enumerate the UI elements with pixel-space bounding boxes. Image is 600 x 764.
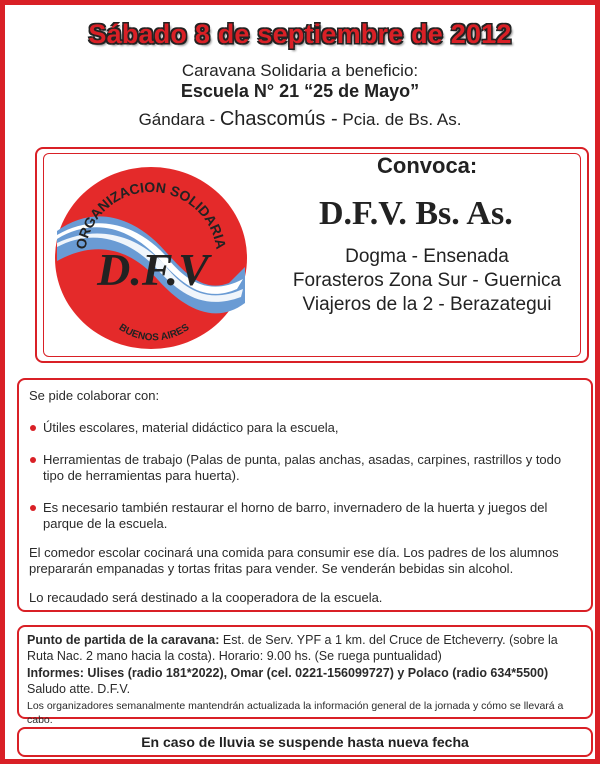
caravan-subtitle: Caravana Solidaria a beneficio: <box>181 61 419 80</box>
rain-notice: En caso de lluvia se suspende hasta nueva fecha <box>17 727 593 757</box>
departure-paragraph <box>27 632 583 664</box>
school-name: Escuela N° 21 “25 de Mayo” <box>180 81 420 101</box>
location-province: Pcia. de Bs. As. <box>337 110 462 129</box>
departure-text: Est. de Serv. YPF a 1 km. del Cruce de Etcheverry. (sobre la Ruta Nac. 2 mano hacia la costa). Horario: 9.00 hs. (Se ruega puntualidad) <box>27 633 558 663</box>
kitchen-paragraph: El comedor escolar cocinará una comida para consumir ese día. Los padres de los alumnos prepararán empanadas y tortas fritas para vender. Se venderán bebidas sin alcohol. <box>29 545 559 576</box>
departure-info-box <box>17 625 593 726</box>
dfv-logo <box>53 165 249 351</box>
collaboration-item: Útiles escolares, material didáctico para la escuela, <box>29 420 581 436</box>
location-gandara: Gándara - <box>138 110 220 129</box>
collaboration-intro: Se pide colaborar con: <box>29 388 160 403</box>
location-chascomus: Chascomús - <box>219 108 338 130</box>
group-item: Forasteros Zona Sur - Guernica <box>292 270 562 291</box>
location-line <box>5 108 595 131</box>
logo-bottom-text: BUENOS AIRES <box>116 322 192 344</box>
organizer-name: D.F.V. Bs. As. <box>319 195 513 232</box>
logo-top-text: ORGANIZACION SOLIDARIA <box>72 178 230 251</box>
group-item: Dogma - Ensenada <box>345 246 509 267</box>
salute-line: Saludo atte. D.F.V. <box>27 682 131 696</box>
group-list <box>267 245 587 317</box>
collaboration-box <box>17 378 593 612</box>
contacts-line: Informes: Ulises (radio 181*2022), Omar (cel. 0221-156099727) y Polaco (radio 634*5500) <box>27 666 549 680</box>
logo-center-text: D.F.V <box>97 244 209 295</box>
group-item: Viajeros de la 2 - Berazategui <box>302 294 552 315</box>
event-date-title: Sábado 8 de septiembre de 2012 <box>88 19 512 49</box>
collaboration-item: Es necesario también restaurar el horno de barro, invernadero de la huerta y juegos del parque de la escuela. <box>29 500 581 532</box>
departure-label: Punto de partida de la caravana: <box>27 633 220 647</box>
organizers-note: Los organizadores semanalmente mantendrán actualizada la información general de la jornada y cómo se llevará a cabo. <box>27 700 564 726</box>
proceeds-paragraph: Lo recaudado será destinado a la cooperadora de la escuela. <box>29 590 383 605</box>
convoca-label: Convoca: <box>377 153 478 178</box>
collaboration-item: Herramientas de trabajo (Palas de punta, palas anchas, asadas, carpines, rastrillos y todo tipo de herramientas para huerta). <box>29 452 581 484</box>
